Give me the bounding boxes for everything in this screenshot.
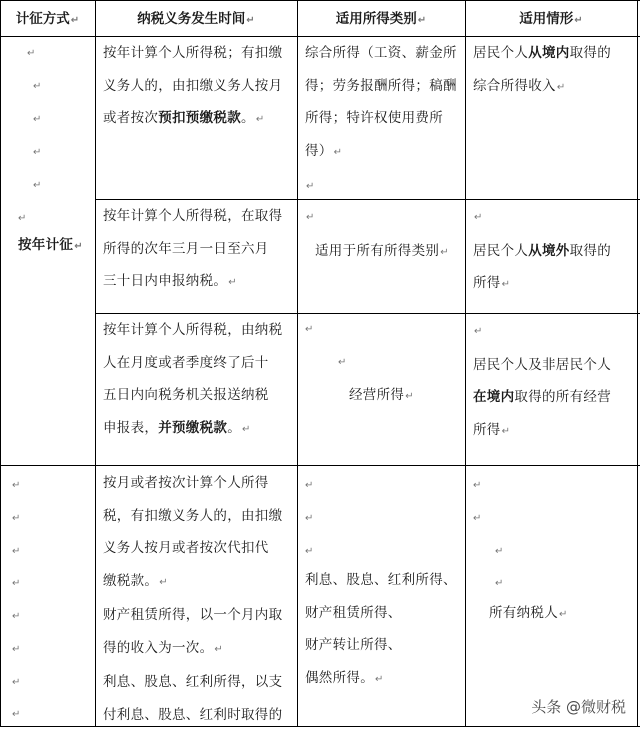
col-border-left (0, 0, 1, 727)
method-annual: 按年计征↵ (18, 237, 83, 253)
row3-situation: ↵ 居民个人及非居民个人 在境内取得的所有经营 所得↵ (473, 326, 612, 438)
row2-time: 按年计算个人所得税，在取得 所得的次年三月一日至六月 三十日内申报纳税。↵ (103, 208, 283, 289)
header-category: 适用所得类别↵ (335, 11, 427, 27)
paragraph-mark: ↵ (33, 114, 42, 125)
row1-situation: 居民个人从境内取得的 综合所得收入↵ (473, 45, 612, 94)
header-situation: 适用情形↵ (519, 11, 583, 27)
row4-category: 利息、股息、红利所得、 财产租赁所得、 财产转让所得、 偶然所得。↵ (305, 572, 457, 686)
header-method: 计征方式↵ (15, 11, 80, 27)
paragraph-mark: ↵ (18, 213, 27, 224)
paragraph-mark: ↵ (12, 644, 21, 655)
paragraph-mark: ↵ (305, 324, 314, 335)
row3-time: 按年计算个人所得税，由纳税 人在月度或者季度终了后十 五日内向税务机关报送纳税 申报表，并预缴税款。↵ (103, 322, 283, 436)
paragraph-mark: ↵ (305, 546, 314, 557)
paragraph-mark: ↵ (305, 513, 314, 524)
row1-time: 按年计算个人所得税；有扣缴 义务人的，由扣缴义务人按月 或者按次预扣预缴税款。↵ (103, 45, 283, 126)
paragraph-mark: ↵ (33, 180, 42, 191)
row4-time: 按月或者按次计算个人所得 税，有扣缴义务人的，由扣缴 义务人按月或者按次代扣代 缴税款。↵ 财产租赁所得，以一个月内取 得的收入为一次。↵ 利息、股息、红利所得，以支 付利息、股息、红利时取得的 (103, 475, 283, 723)
paragraph-mark: ↵ (33, 81, 42, 92)
paragraph-mark: ↵ (473, 480, 482, 491)
paragraph-mark: ↵ (473, 513, 482, 524)
table-border-bottom (0, 726, 640, 727)
paragraph-mark: ↵ (12, 677, 21, 688)
watermark: 头条 @微财税 (531, 698, 626, 716)
paragraph-mark: ↵ (305, 480, 314, 491)
row4-situation: 所有纳税人↵ (489, 605, 568, 621)
col-border-right (637, 0, 638, 727)
header-time: 纳税义务发生时间↵ (137, 11, 255, 27)
paragraph-mark: ↵ (12, 480, 21, 491)
col-divider-1 (95, 0, 96, 727)
paragraph-mark: ↵ (12, 611, 21, 622)
paragraph-mark: ↵ (12, 513, 21, 524)
row2-category: ↵ 适用于所有所得类别↵ (306, 212, 449, 259)
paragraph-mark: ↵ (12, 546, 21, 557)
paragraph-mark: ↵ (27, 48, 36, 59)
paragraph-mark: ↵ (495, 578, 504, 589)
row1-category: 综合所得（工资、薪金所 得；劳务报酬所得；稿酬 所得；特许权使用费所 得）↵ ↵ (305, 45, 457, 192)
paragraph-mark: ↵ (12, 578, 21, 589)
col-divider-3 (465, 0, 466, 727)
paragraph-mark: ↵ (12, 709, 21, 720)
paragraph-mark: ↵ (338, 357, 347, 368)
row3-category: 经营所得↵ (349, 387, 414, 403)
paragraph-mark: ↵ (33, 147, 42, 158)
section-divider (0, 465, 640, 466)
col-divider-2 (297, 0, 298, 727)
table-border-top (0, 0, 640, 1)
row2-situation: ↵ 居民个人从境外取得的 所得↵ (473, 212, 612, 291)
paragraph-mark: ↵ (495, 546, 504, 557)
